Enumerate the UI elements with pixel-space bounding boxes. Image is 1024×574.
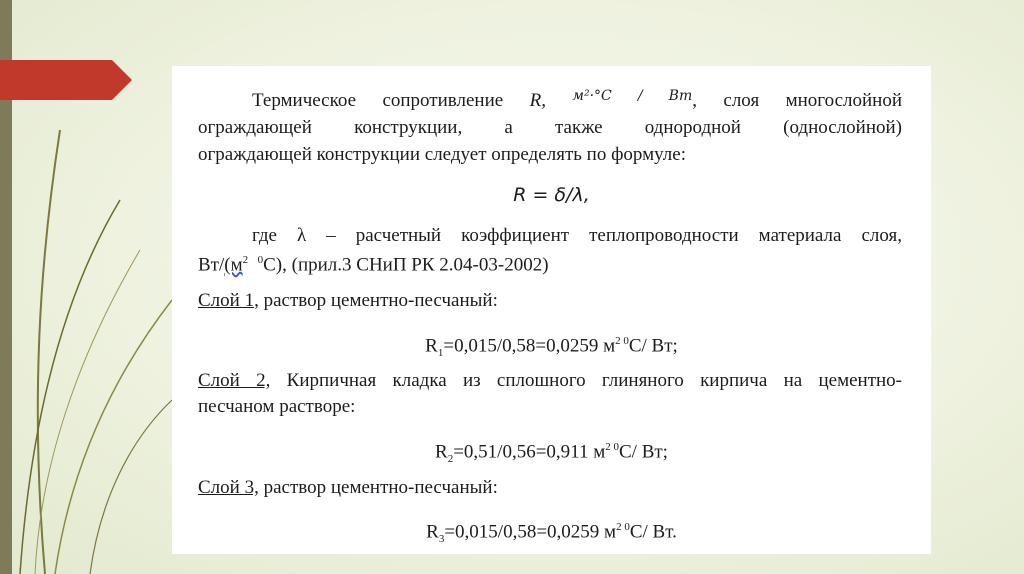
- layer-1-formula: [172, 330, 931, 364]
- formula-sub: 2: [447, 453, 454, 466]
- layer-3-heading: [198, 477, 498, 499]
- layer-1-label: Слой 1: [198, 290, 255, 311]
- formula-expr: =0,015/0,58=0,0259 м: [443, 335, 616, 357]
- where-line-1: где λ – расчетный коэффициент теплопроводности материала слоя,: [252, 225, 902, 246]
- intro-line-3: ограждающей конструкции следует определять по формуле:: [198, 144, 686, 165]
- unit-sup-2: 0: [257, 254, 264, 266]
- formula-end: С/ Вт;: [628, 335, 678, 357]
- content-panel: [172, 66, 931, 554]
- intro-text-b: , слоя многослойной: [692, 90, 902, 111]
- layer-2-desc: Кирпичная кладка из сплошного глиняного кирпича на цементно-: [270, 370, 902, 391]
- layer-2-desc-cont: песчаном растворе:: [198, 396, 356, 417]
- layer-1-desc: , раствор цементно-песчаный:: [254, 290, 498, 311]
- symbol-R: R,: [529, 90, 546, 111]
- formula-R: R: [426, 521, 439, 543]
- formula-sub: 3: [438, 533, 445, 546]
- formula-sup: 2 0: [605, 441, 619, 453]
- layer-1-heading: [198, 290, 498, 312]
- where-line-2: [198, 249, 549, 276]
- main-formula: R = δ/λ,: [513, 184, 590, 206]
- formula-R: R: [435, 441, 448, 463]
- unit-suffix: С), (прил.3 СНиП РК 2.04-03-2002): [263, 254, 549, 276]
- layer-2-formula: [172, 436, 931, 470]
- formula-sub: 1: [437, 347, 444, 360]
- unit-wavy: (м: [224, 254, 243, 276]
- layer-2-heading: [198, 370, 902, 392]
- formula-expr: =0,015/0,58=0,0259 м: [444, 521, 617, 543]
- formula-expr: =0,51/0,56=0,911 м: [453, 441, 606, 463]
- layer-3-label: Слой 3,: [198, 477, 259, 498]
- intro-line-2: ограждающей конструкции, а также однородной (однослойной): [198, 117, 902, 138]
- unit-prefix: Вт/: [198, 254, 225, 276]
- accent-arrow-shape: [0, 60, 135, 100]
- unit-handwritten: м²·°С / Вт: [572, 88, 693, 104]
- formula-end: С/ Вт.: [629, 521, 677, 543]
- formula-end: С/ Вт;: [619, 441, 668, 463]
- formula-R: R: [425, 335, 438, 357]
- layer-3-desc: раствор цементно-песчаный:: [258, 477, 498, 498]
- layer-3-formula: [172, 516, 931, 550]
- intro-line-1: [252, 90, 902, 113]
- unit-sup-1: 2: [242, 254, 249, 266]
- formula-sup: 2 0: [615, 335, 629, 347]
- layer-2-label: Слой 2,: [198, 370, 271, 391]
- formula-sup: 2 0: [616, 521, 630, 533]
- intro-text-a: Термическое сопротивление: [252, 90, 504, 111]
